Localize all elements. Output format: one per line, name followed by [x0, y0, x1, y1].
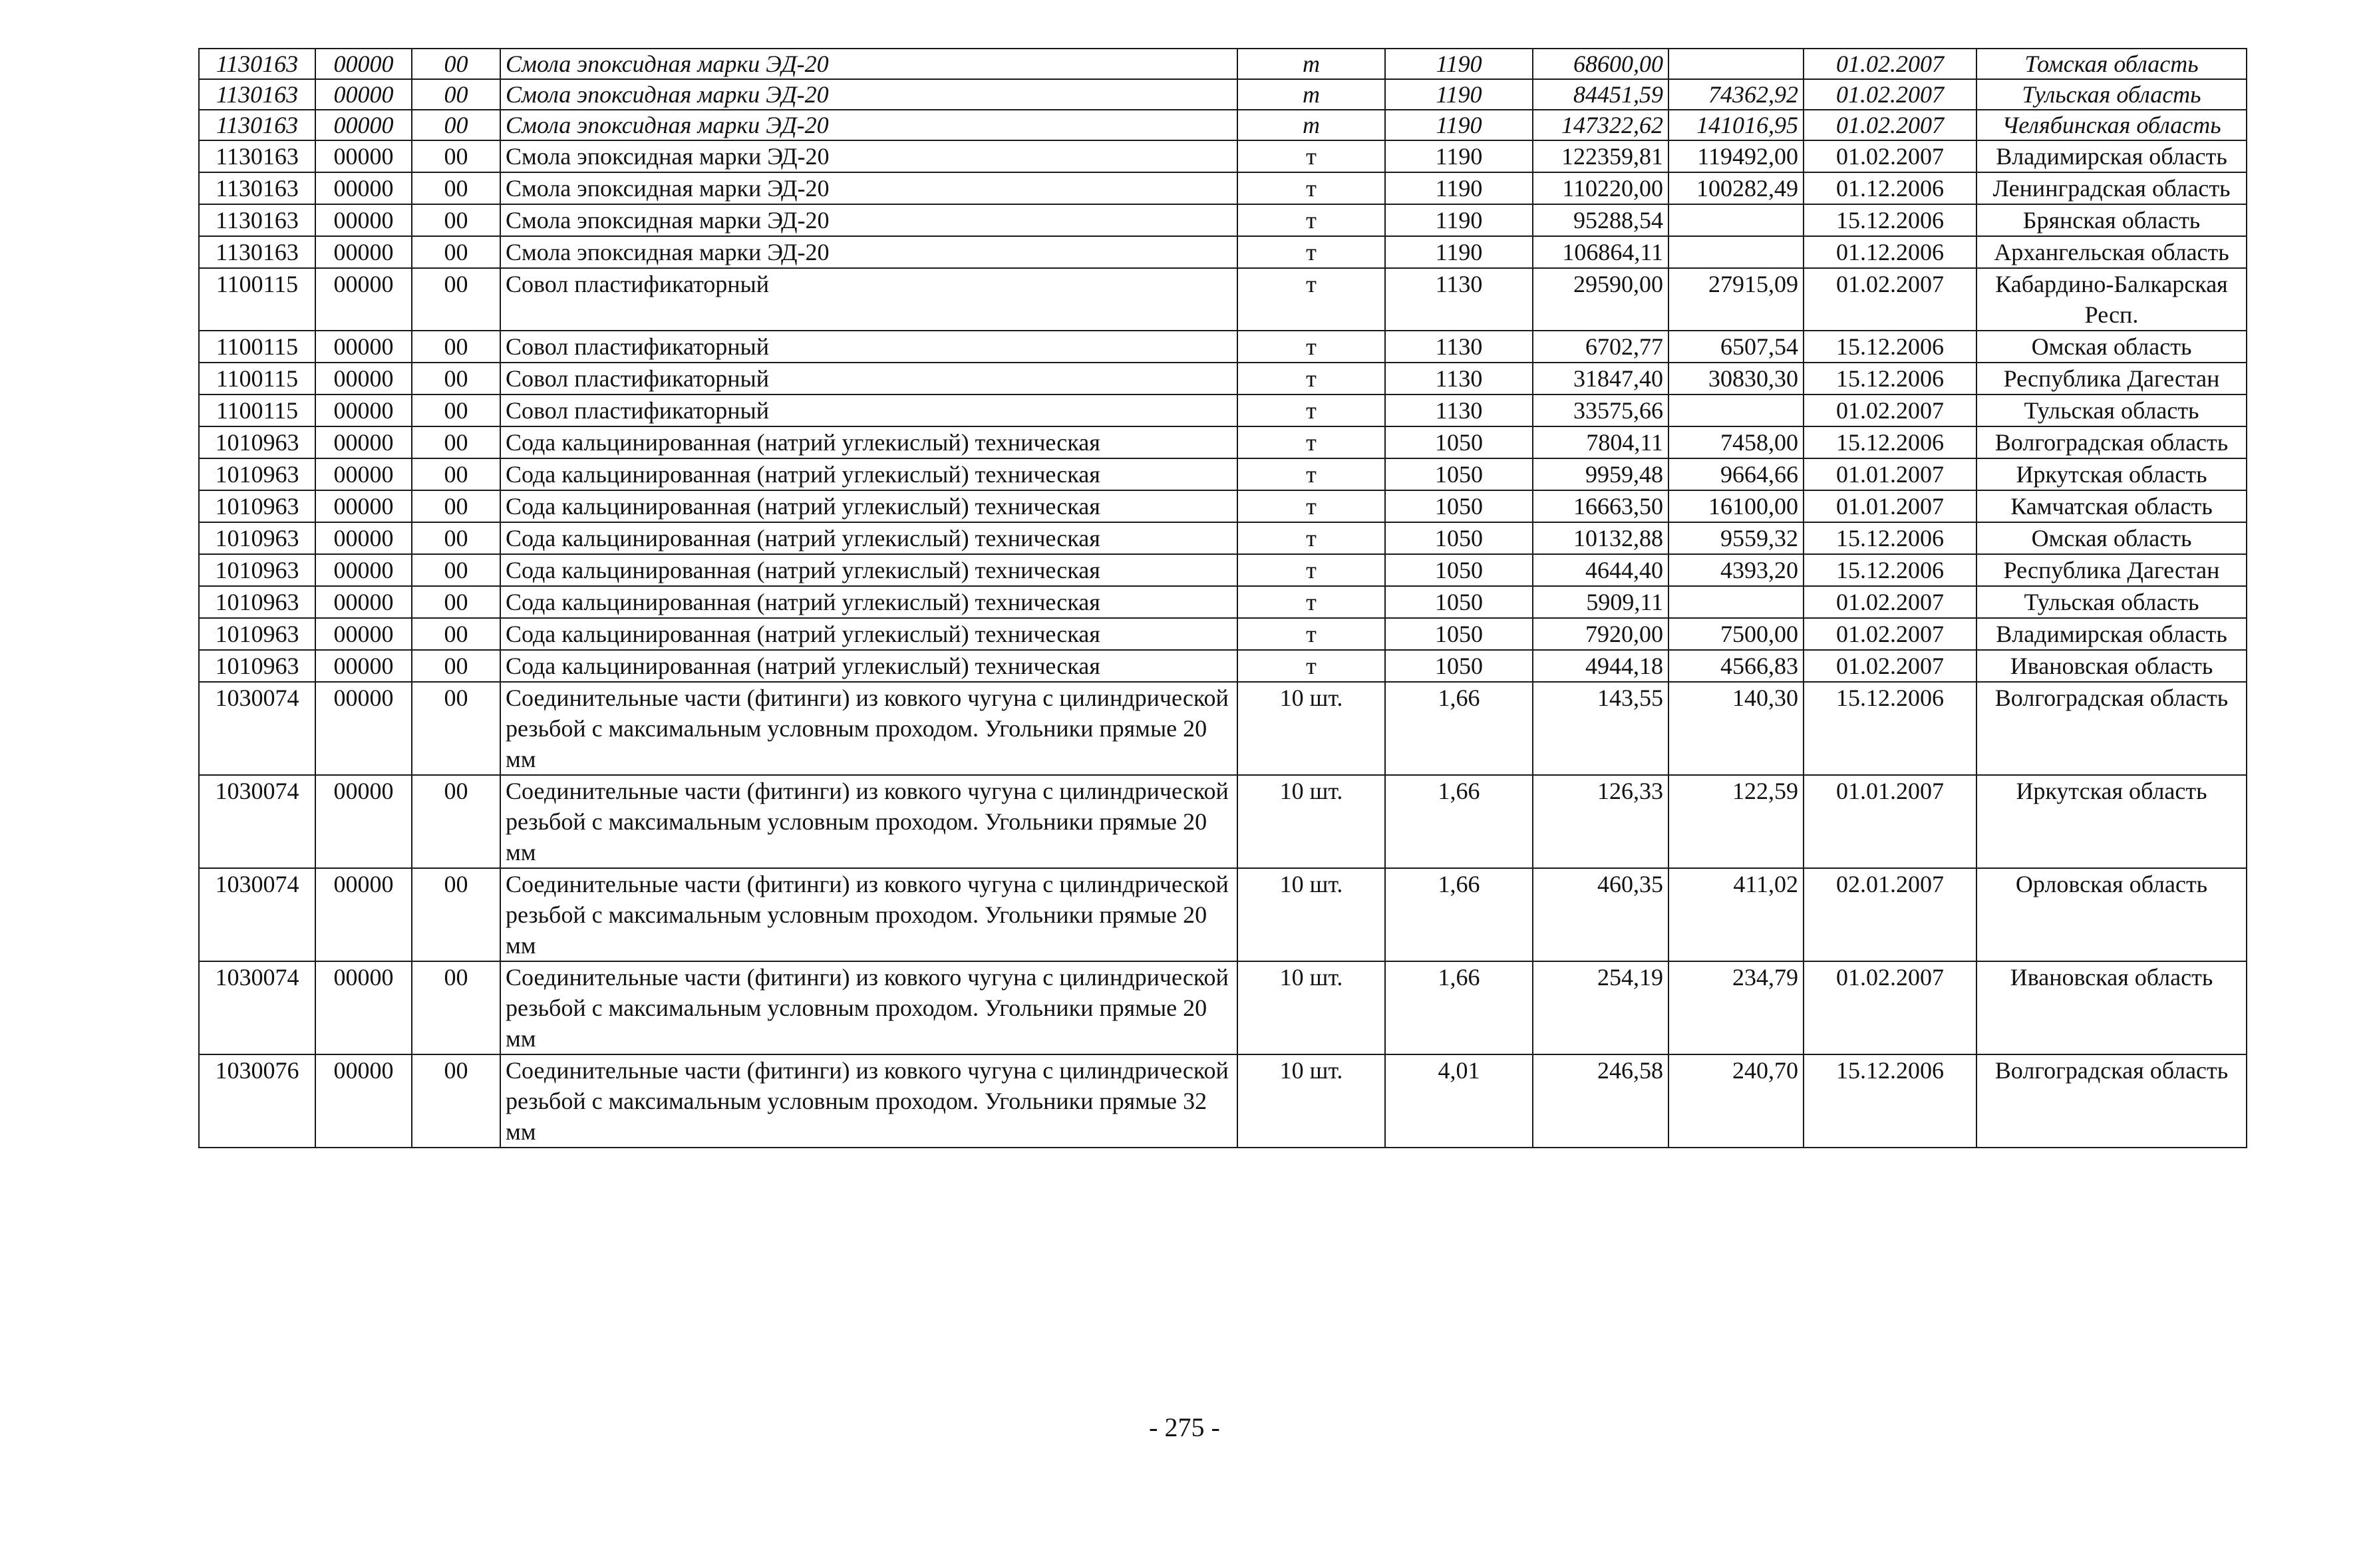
- cell-region: Омская область: [1976, 331, 2247, 363]
- cell-unit: т: [1237, 49, 1385, 79]
- cell-item-code: 1010963: [199, 650, 315, 682]
- cell-price-with-vat: 5909,11: [1533, 586, 1668, 618]
- cell-unit: т: [1237, 394, 1385, 426]
- cell-sub-code: 00000: [315, 204, 412, 236]
- cell-sub-code: 00000: [315, 1054, 412, 1148]
- cell-region: Республика Дагестан: [1976, 554, 2247, 586]
- cell-product-name: Смола эпоксидная марки ЭД-20: [500, 140, 1237, 172]
- cell-unit-code: 1190: [1385, 204, 1533, 236]
- cell-price-date: 01.02.2007: [1804, 650, 1976, 682]
- cell-price-without-vat: 16100,00: [1668, 490, 1804, 522]
- cell-suffix-code: 00: [412, 961, 500, 1054]
- cell-unit: т: [1237, 110, 1385, 140]
- cell-price-date: 01.12.2006: [1804, 236, 1976, 268]
- cell-price-without-vat: 234,79: [1668, 961, 1804, 1054]
- cell-price-date: 15.12.2006: [1804, 363, 1976, 394]
- cell-item-code: 1010963: [199, 458, 315, 490]
- table-row: [199, 586, 2247, 618]
- cell-price-with-vat: 95288,54: [1533, 204, 1668, 236]
- cell-unit-code: 1190: [1385, 110, 1533, 140]
- cell-product-name: Смола эпоксидная марки ЭД-20: [500, 49, 1237, 79]
- cell-suffix-code: 00: [412, 172, 500, 204]
- cell-price-date: 01.01.2007: [1804, 490, 1976, 522]
- cell-unit-code: 1130: [1385, 363, 1533, 394]
- cell-region: Тульская область: [1976, 79, 2247, 110]
- cell-sub-code: 00000: [315, 490, 412, 522]
- cell-unit: т: [1237, 140, 1385, 172]
- cell-unit: т: [1237, 204, 1385, 236]
- cell-product-name: Соединительные части (фитинги) из ковкого чугуна с цилиндрической резьбой с максимальным условным проходом. Угольники прямые 20 мм: [500, 775, 1237, 868]
- cell-unit-code: 4,01: [1385, 1054, 1533, 1148]
- cell-product-name: Соединительные части (фитинги) из ковкого чугуна с цилиндрической резьбой с максимальным условным проходом. Угольники прямые 32 мм: [500, 1054, 1237, 1148]
- table-row: [199, 650, 2247, 682]
- cell-region: Челябинская область: [1976, 110, 2247, 140]
- table-row: [199, 236, 2247, 268]
- cell-price-without-vat: 9559,32: [1668, 522, 1804, 554]
- cell-region: Кабардино-Балкарская Респ.: [1976, 268, 2247, 331]
- cell-unit: т: [1237, 554, 1385, 586]
- cell-price-without-vat: [1668, 204, 1804, 236]
- cell-unit-code: 1050: [1385, 554, 1533, 586]
- cell-unit: т: [1237, 650, 1385, 682]
- cell-sub-code: 00000: [315, 426, 412, 458]
- cell-product-name: Соединительные части (фитинги) из ковкого чугуна с цилиндрической резьбой с максимальным условным проходом. Угольники прямые 20 мм: [500, 961, 1237, 1054]
- cell-suffix-code: 00: [412, 426, 500, 458]
- cell-price-date: 01.01.2007: [1804, 458, 1976, 490]
- cell-unit: 10 шт.: [1237, 775, 1385, 868]
- cell-region: Ленинградская область: [1976, 172, 2247, 204]
- cell-item-code: 1010963: [199, 490, 315, 522]
- cell-price-without-vat: 122,59: [1668, 775, 1804, 868]
- cell-price-date: 15.12.2006: [1804, 204, 1976, 236]
- cell-price-date: 01.02.2007: [1804, 268, 1976, 331]
- cell-price-date: 01.02.2007: [1804, 961, 1976, 1054]
- cell-unit-code: 1130: [1385, 268, 1533, 331]
- table-row: [199, 204, 2247, 236]
- cell-product-name: Сода кальцинированная (натрий углекислый) техническая: [500, 586, 1237, 618]
- cell-price-without-vat: 141016,95: [1668, 110, 1804, 140]
- cell-suffix-code: 00: [412, 363, 500, 394]
- cell-price-without-vat: 7458,00: [1668, 426, 1804, 458]
- cell-region: Иркутская область: [1976, 775, 2247, 868]
- cell-unit-code: 1050: [1385, 426, 1533, 458]
- cell-price-with-vat: 29590,00: [1533, 268, 1668, 331]
- cell-price-without-vat: 30830,30: [1668, 363, 1804, 394]
- cell-price-date: 15.12.2006: [1804, 522, 1976, 554]
- cell-price-with-vat: 4944,18: [1533, 650, 1668, 682]
- cell-price-without-vat: 4393,20: [1668, 554, 1804, 586]
- cell-price-date: 15.12.2006: [1804, 426, 1976, 458]
- cell-product-name: Смола эпоксидная марки ЭД-20: [500, 204, 1237, 236]
- cell-product-name: Сода кальцинированная (натрий углекислый) техническая: [500, 554, 1237, 586]
- cell-region: Орловская область: [1976, 868, 2247, 961]
- cell-product-name: Совол пластификаторный: [500, 394, 1237, 426]
- cell-suffix-code: 00: [412, 775, 500, 868]
- cell-suffix-code: 00: [412, 331, 500, 363]
- cell-region: Владимирская область: [1976, 618, 2247, 650]
- cell-unit-code: 1,66: [1385, 682, 1533, 775]
- cell-product-name: Совол пластификаторный: [500, 331, 1237, 363]
- cell-product-name: Сода кальцинированная (натрий углекислый) техническая: [500, 522, 1237, 554]
- cell-item-code: 1010963: [199, 522, 315, 554]
- cell-unit: т: [1237, 363, 1385, 394]
- cell-unit-code: 1050: [1385, 458, 1533, 490]
- cell-price-with-vat: 7804,11: [1533, 426, 1668, 458]
- cell-item-code: 1100115: [199, 363, 315, 394]
- cell-price-date: 01.02.2007: [1804, 110, 1976, 140]
- cell-region: Камчатская область: [1976, 490, 2247, 522]
- table-row: [199, 49, 2247, 79]
- cell-unit: т: [1237, 331, 1385, 363]
- cell-unit-code: 1130: [1385, 394, 1533, 426]
- cell-product-name: Смола эпоксидная марки ЭД-20: [500, 110, 1237, 140]
- cell-price-date: 15.12.2006: [1804, 554, 1976, 586]
- cell-price-date: 01.02.2007: [1804, 618, 1976, 650]
- cell-price-with-vat: 122359,81: [1533, 140, 1668, 172]
- cell-suffix-code: 00: [412, 49, 500, 79]
- cell-price-with-vat: 84451,59: [1533, 79, 1668, 110]
- cell-product-name: Соединительные части (фитинги) из ковкого чугуна с цилиндрической резьбой с максимальным условным проходом. Угольники прямые 20 мм: [500, 682, 1237, 775]
- table-row: [199, 394, 2247, 426]
- cell-item-code: 1030074: [199, 868, 315, 961]
- cell-sub-code: 00000: [315, 140, 412, 172]
- cell-unit: т: [1237, 490, 1385, 522]
- cell-unit-code: 1050: [1385, 618, 1533, 650]
- cell-item-code: 1130163: [199, 140, 315, 172]
- table-row: [199, 426, 2247, 458]
- cell-suffix-code: 00: [412, 554, 500, 586]
- cell-sub-code: 00000: [315, 868, 412, 961]
- cell-sub-code: 00000: [315, 522, 412, 554]
- cell-region: Омская область: [1976, 522, 2247, 554]
- cell-region: Брянская область: [1976, 204, 2247, 236]
- cell-price-with-vat: 68600,00: [1533, 49, 1668, 79]
- table-row: [199, 363, 2247, 394]
- cell-price-date: 01.02.2007: [1804, 586, 1976, 618]
- cell-unit-code: 1050: [1385, 650, 1533, 682]
- cell-suffix-code: 00: [412, 140, 500, 172]
- cell-unit: т: [1237, 458, 1385, 490]
- cell-region: Томская область: [1976, 49, 2247, 79]
- cell-suffix-code: 00: [412, 682, 500, 775]
- table-row: [199, 554, 2247, 586]
- cell-unit-code: 1190: [1385, 79, 1533, 110]
- cell-item-code: 1130163: [199, 236, 315, 268]
- cell-product-name: Соединительные части (фитинги) из ковкого чугуна с цилиндрической резьбой с максимальным условным проходом. Угольники прямые 20 мм: [500, 868, 1237, 961]
- cell-price-with-vat: 110220,00: [1533, 172, 1668, 204]
- cell-unit-code: 1,66: [1385, 961, 1533, 1054]
- cell-item-code: 1010963: [199, 426, 315, 458]
- table-row: [199, 1054, 2247, 1148]
- cell-sub-code: 00000: [315, 554, 412, 586]
- cell-sub-code: 00000: [315, 650, 412, 682]
- cell-item-code: 1130163: [199, 79, 315, 110]
- cell-item-code: 1130163: [199, 172, 315, 204]
- cell-sub-code: 00000: [315, 49, 412, 79]
- cell-sub-code: 00000: [315, 961, 412, 1054]
- cell-unit: т: [1237, 236, 1385, 268]
- cell-unit-code: 1,66: [1385, 775, 1533, 868]
- cell-region: Тульская область: [1976, 586, 2247, 618]
- cell-product-name: Сода кальцинированная (натрий углекислый) техническая: [500, 650, 1237, 682]
- cell-item-code: 1030074: [199, 682, 315, 775]
- cell-price-without-vat: 119492,00: [1668, 140, 1804, 172]
- cell-price-without-vat: [1668, 394, 1804, 426]
- cell-suffix-code: 00: [412, 236, 500, 268]
- cell-product-name: Сода кальцинированная (натрий углекислый) техническая: [500, 426, 1237, 458]
- cell-region: Республика Дагестан: [1976, 363, 2247, 394]
- cell-price-with-vat: 7920,00: [1533, 618, 1668, 650]
- price-table-body: [199, 49, 2247, 1148]
- cell-region: Ивановская область: [1976, 961, 2247, 1054]
- cell-product-name: Сода кальцинированная (натрий углекислый) техническая: [500, 490, 1237, 522]
- cell-suffix-code: 00: [412, 522, 500, 554]
- table-row: [199, 961, 2247, 1054]
- cell-sub-code: 00000: [315, 110, 412, 140]
- cell-unit: т: [1237, 586, 1385, 618]
- table-row: [199, 172, 2247, 204]
- table-row: [199, 79, 2247, 110]
- cell-unit: т: [1237, 522, 1385, 554]
- cell-suffix-code: 00: [412, 868, 500, 961]
- page-number: - 275 -: [1149, 1412, 1220, 1442]
- cell-suffix-code: 00: [412, 268, 500, 331]
- cell-sub-code: 00000: [315, 458, 412, 490]
- cell-unit-code: 1190: [1385, 49, 1533, 79]
- table-row: [199, 522, 2247, 554]
- cell-item-code: 1030076: [199, 1054, 315, 1148]
- cell-region: Иркутская область: [1976, 458, 2247, 490]
- cell-suffix-code: 00: [412, 394, 500, 426]
- cell-item-code: 1010963: [199, 618, 315, 650]
- table-row: [199, 110, 2247, 140]
- cell-sub-code: 00000: [315, 682, 412, 775]
- cell-product-name: Смола эпоксидная марки ЭД-20: [500, 172, 1237, 204]
- cell-sub-code: 00000: [315, 268, 412, 331]
- table-row: [199, 868, 2247, 961]
- cell-suffix-code: 00: [412, 618, 500, 650]
- cell-price-without-vat: 74362,92: [1668, 79, 1804, 110]
- cell-price-date: 01.02.2007: [1804, 394, 1976, 426]
- cell-price-with-vat: 16663,50: [1533, 490, 1668, 522]
- cell-price-without-vat: 7500,00: [1668, 618, 1804, 650]
- cell-region: Волгоградская область: [1976, 682, 2247, 775]
- cell-unit: 10 шт.: [1237, 1054, 1385, 1148]
- cell-price-with-vat: 33575,66: [1533, 394, 1668, 426]
- price-table: [198, 48, 2247, 1148]
- cell-price-date: 15.12.2006: [1804, 331, 1976, 363]
- cell-suffix-code: 00: [412, 79, 500, 110]
- cell-item-code: 1100115: [199, 394, 315, 426]
- cell-item-code: 1030074: [199, 961, 315, 1054]
- cell-unit: т: [1237, 172, 1385, 204]
- cell-price-without-vat: 100282,49: [1668, 172, 1804, 204]
- cell-unit: т: [1237, 618, 1385, 650]
- cell-item-code: 1100115: [199, 268, 315, 331]
- cell-unit: т: [1237, 268, 1385, 331]
- cell-sub-code: 00000: [315, 79, 412, 110]
- cell-price-date: 02.01.2007: [1804, 868, 1976, 961]
- cell-region: Волгоградская область: [1976, 1054, 2247, 1148]
- cell-price-without-vat: 4566,83: [1668, 650, 1804, 682]
- cell-price-with-vat: 143,55: [1533, 682, 1668, 775]
- cell-unit-code: 1130: [1385, 331, 1533, 363]
- cell-suffix-code: 00: [412, 204, 500, 236]
- cell-suffix-code: 00: [412, 586, 500, 618]
- table-row: [199, 490, 2247, 522]
- cell-sub-code: 00000: [315, 172, 412, 204]
- cell-price-without-vat: [1668, 49, 1804, 79]
- table-row: [199, 458, 2247, 490]
- cell-product-name: Смола эпоксидная марки ЭД-20: [500, 236, 1237, 268]
- cell-unit-code: 1190: [1385, 172, 1533, 204]
- cell-sub-code: 00000: [315, 331, 412, 363]
- cell-unit-code: 1050: [1385, 490, 1533, 522]
- cell-sub-code: 00000: [315, 363, 412, 394]
- table-row: [199, 618, 2247, 650]
- cell-product-name: Сода кальцинированная (натрий углекислый) техническая: [500, 618, 1237, 650]
- cell-region: Владимирская область: [1976, 140, 2247, 172]
- cell-suffix-code: 00: [412, 490, 500, 522]
- cell-price-with-vat: 254,19: [1533, 961, 1668, 1054]
- cell-unit-code: 1190: [1385, 140, 1533, 172]
- cell-price-date: 01.02.2007: [1804, 140, 1976, 172]
- cell-suffix-code: 00: [412, 1054, 500, 1148]
- table-row: [199, 775, 2247, 868]
- table-row: [199, 682, 2247, 775]
- cell-product-name: Смола эпоксидная марки ЭД-20: [500, 79, 1237, 110]
- cell-region: Архангельская область: [1976, 236, 2247, 268]
- cell-sub-code: 00000: [315, 586, 412, 618]
- cell-price-with-vat: 10132,88: [1533, 522, 1668, 554]
- cell-price-date: 01.01.2007: [1804, 775, 1976, 868]
- cell-price-without-vat: 411,02: [1668, 868, 1804, 961]
- cell-item-code: 1130163: [199, 110, 315, 140]
- cell-product-name: Совол пластификаторный: [500, 268, 1237, 331]
- cell-unit: т: [1237, 79, 1385, 110]
- table-row: [199, 140, 2247, 172]
- cell-price-without-vat: 27915,09: [1668, 268, 1804, 331]
- cell-item-code: 1010963: [199, 586, 315, 618]
- cell-unit: т: [1237, 426, 1385, 458]
- cell-suffix-code: 00: [412, 110, 500, 140]
- cell-price-with-vat: 106864,11: [1533, 236, 1668, 268]
- cell-price-without-vat: 9664,66: [1668, 458, 1804, 490]
- cell-item-code: 1100115: [199, 331, 315, 363]
- cell-product-name: Совол пластификаторный: [500, 363, 1237, 394]
- cell-sub-code: 00000: [315, 618, 412, 650]
- cell-region: Ивановская область: [1976, 650, 2247, 682]
- table-row: [199, 268, 2247, 331]
- cell-unit-code: 1190: [1385, 236, 1533, 268]
- cell-unit-code: 1,66: [1385, 868, 1533, 961]
- cell-item-code: 1030074: [199, 775, 315, 868]
- cell-price-without-vat: 140,30: [1668, 682, 1804, 775]
- cell-unit: 10 шт.: [1237, 961, 1385, 1054]
- cell-unit-code: 1050: [1385, 586, 1533, 618]
- cell-price-date: 15.12.2006: [1804, 682, 1976, 775]
- cell-price-without-vat: [1668, 586, 1804, 618]
- cell-suffix-code: 00: [412, 458, 500, 490]
- cell-price-with-vat: 6702,77: [1533, 331, 1668, 363]
- cell-price-with-vat: 126,33: [1533, 775, 1668, 868]
- cell-price-with-vat: 31847,40: [1533, 363, 1668, 394]
- cell-sub-code: 00000: [315, 236, 412, 268]
- cell-price-with-vat: 9959,48: [1533, 458, 1668, 490]
- cell-unit: 10 шт.: [1237, 868, 1385, 961]
- cell-price-with-vat: 4644,40: [1533, 554, 1668, 586]
- cell-region: Тульская область: [1976, 394, 2247, 426]
- cell-region: Волгоградская область: [1976, 426, 2247, 458]
- cell-item-code: 1130163: [199, 204, 315, 236]
- cell-price-with-vat: 147322,62: [1533, 110, 1668, 140]
- cell-price-date: 01.02.2007: [1804, 49, 1976, 79]
- cell-item-code: 1010963: [199, 554, 315, 586]
- cell-unit-code: 1050: [1385, 522, 1533, 554]
- cell-price-without-vat: 240,70: [1668, 1054, 1804, 1148]
- table-row: [199, 331, 2247, 363]
- cell-sub-code: 00000: [315, 775, 412, 868]
- cell-suffix-code: 00: [412, 650, 500, 682]
- cell-price-date: 01.02.2007: [1804, 79, 1976, 110]
- cell-price-with-vat: 246,58: [1533, 1054, 1668, 1148]
- cell-sub-code: 00000: [315, 394, 412, 426]
- cell-price-with-vat: 460,35: [1533, 868, 1668, 961]
- cell-price-date: 15.12.2006: [1804, 1054, 1976, 1148]
- cell-product-name: Сода кальцинированная (натрий углекислый) техническая: [500, 458, 1237, 490]
- cell-item-code: 1130163: [199, 49, 315, 79]
- cell-price-date: 01.12.2006: [1804, 172, 1976, 204]
- cell-price-without-vat: 6507,54: [1668, 331, 1804, 363]
- cell-price-without-vat: [1668, 236, 1804, 268]
- cell-unit: 10 шт.: [1237, 682, 1385, 775]
